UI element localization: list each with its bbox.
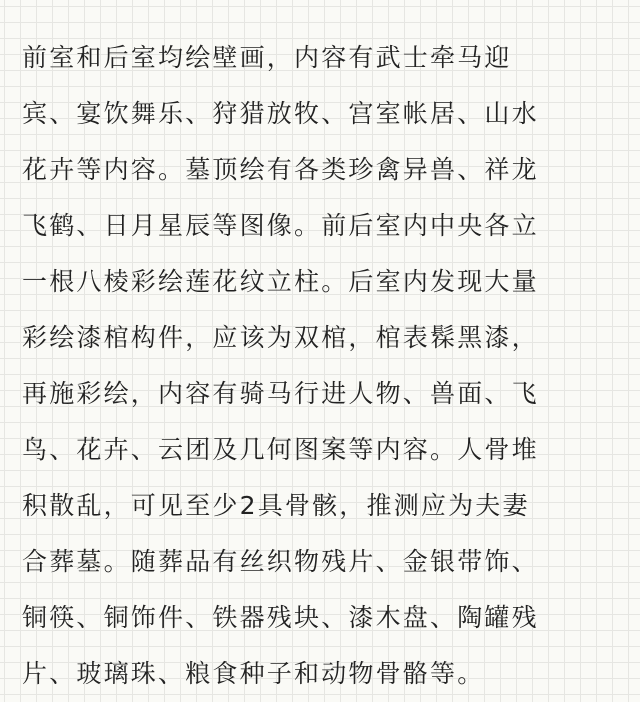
article-text	[22, 30, 622, 702]
text-line: 宾、宴饮舞乐、狩猎放牧、宫室帐居、山水	[22, 99, 539, 128]
text-line: 积散乱，可见至少2具骨骸，推测应为夫妻	[22, 491, 530, 520]
text-line: 前室和后室均绘壁画，内容有武士牵马迎	[22, 43, 512, 72]
text-line: 铜筷、铜饰件、铁器残块、漆木盘、陶罐残	[22, 603, 539, 632]
text-line: 花卉等内容。墓顶绘有各类珍禽异兽、祥龙	[22, 155, 539, 184]
text-line: 片、玻璃珠、粮食种子和动物骨骼等。	[22, 659, 485, 688]
text-line: 鸟、花卉、云团及几何图案等内容。人骨堆	[22, 435, 539, 464]
text-line: 合葬墓。随葬品有丝织物残片、金银带饰、	[22, 547, 539, 576]
text-line: 再施彩绘，内容有骑马行进人物、兽面、飞	[22, 379, 539, 408]
text-line: 一根八棱彩绘莲花纹立柱。后室内发现大量	[22, 267, 539, 296]
text-line: 飞鹤、日月星辰等图像。前后室内中央各立	[22, 211, 539, 240]
text-line: 彩绘漆棺构件，应该为双棺，棺表髹黑漆，	[22, 323, 539, 352]
